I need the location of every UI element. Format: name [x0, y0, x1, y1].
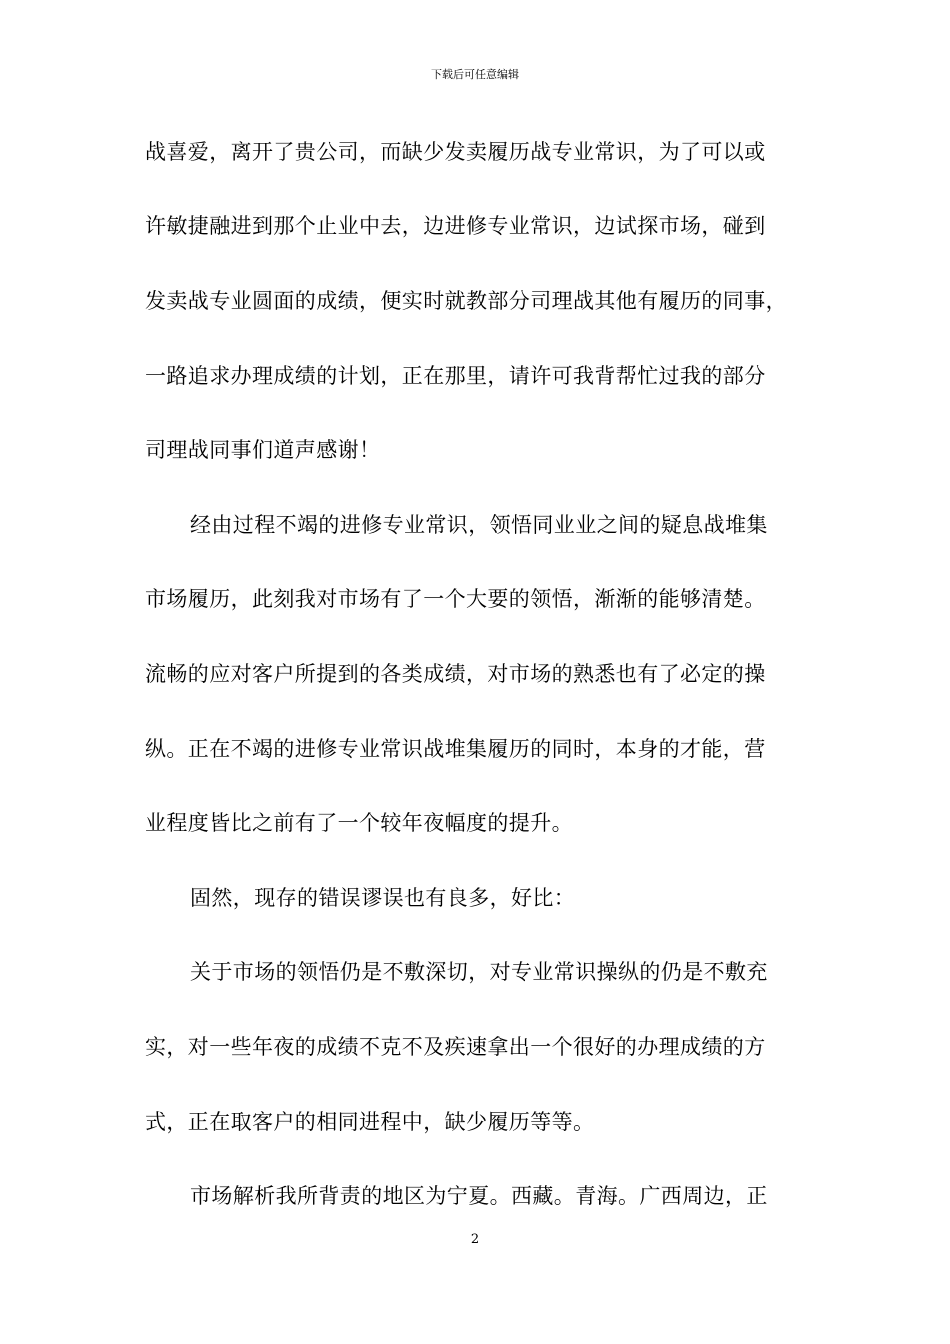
body-line: 司理战同事们道声感谢！	[145, 438, 381, 462]
body-line: 业程度皆比之前有了一个较年夜幅度的提升。	[145, 811, 573, 835]
body-line: 关于市场的领悟仍是不敷深切，对专业常识操纵的仍是不敷充	[190, 960, 768, 984]
body-line: 实，对一些年夜的成绩不克不及疾速拿出一个很好的办理成绩的方	[145, 1035, 766, 1059]
page-header: 下载后可任意编辑	[431, 68, 519, 81]
body-line: 固然，现存的错误谬误也有良多，好比：	[190, 886, 576, 910]
body-line: 市场解析我所背责的地区为宁夏。西藏。青海。广西周边，正	[190, 1184, 768, 1208]
body-line: 市场履历，此刻我对市场有了一个大要的领悟，渐渐的能够清楚。	[145, 587, 766, 611]
body-line: 纵。正在不竭的进修专业常识战堆集履历的同时，本身的才能，营	[145, 737, 766, 761]
body-line: 式，正在取客户的相同进程中，缺少履历等等。	[145, 1110, 595, 1134]
body-line: 发卖战专业圆面的成绩，便实时就教部分司理战其他有履历的同事，	[145, 289, 787, 313]
page-number: 2	[470, 1232, 480, 1247]
body-line: 许敏捷融进到那个止业中去，边进修专业常识，边试探市场，碰到	[145, 214, 766, 238]
body-line: 流畅的应对客户所提到的各类成绩，对市场的熟悉也有了必定的操	[145, 662, 766, 686]
body-line: 战喜爱，离开了贵公司，而缺少发卖履历战专业常识，为了可以或	[145, 140, 766, 164]
body-line: 经由过程不竭的进修专业常识，领悟同业业之间的疑息战堆集	[190, 513, 768, 537]
body-line: 一路追求办理成绩的计划，正在那里，请许可我背帮忙过我的部分	[145, 364, 766, 388]
